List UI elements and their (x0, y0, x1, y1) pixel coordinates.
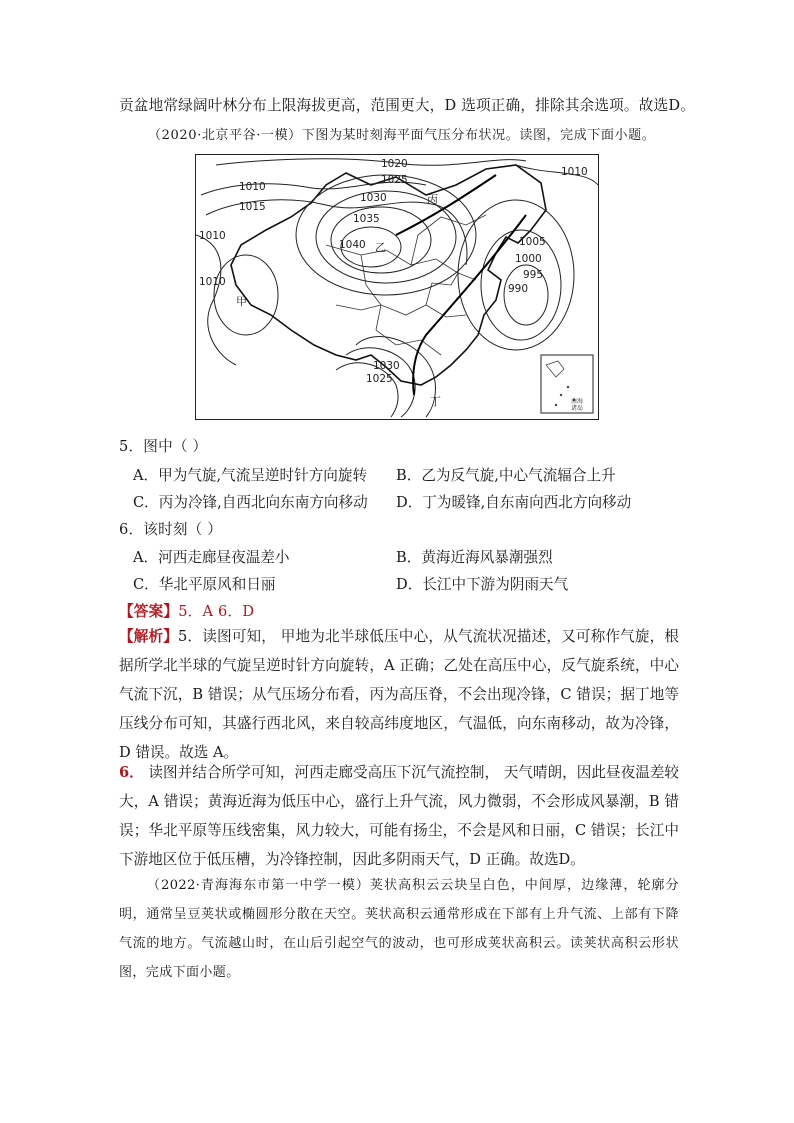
analysis-5-text: 5．读图可知， 甲地为北半球低压中心，从气流状况描述，又可称作气旋，根据所学北半球的气旋呈逆时针方向旋转，A 正确；乙处在高压中心，反气旋系统，中心气流下沉，B 错误；从气压场分布看，丙为高压脊，不会出现冷锋，C 错误；据丁地等压线分布可知，其盛行西北风，来自较高纬度地区，气温低，向东南移动，故为冷锋，D 错误。故选 A。 (119, 628, 679, 761)
isobar-label: 1015 (239, 201, 266, 213)
question-source-1: （2020·北京平谷·一模）下图为某时刻海平面气压分布状况。读图，完成下面小题。 (148, 128, 656, 143)
isobar-label: 1010 (239, 181, 266, 193)
isobar-label: 995 (523, 269, 544, 281)
place-label-jia: 甲 (236, 295, 247, 308)
isobar-label: 1010 (561, 166, 588, 178)
place-label-bing: 丙 (427, 193, 438, 206)
isobar-label: 1020 (381, 158, 408, 170)
previous-answer-tail: 贡盆地常绿阔叶林分布上限海拔更高，范围更大，D 选项正确，排除其余选项。故选D。 (119, 97, 696, 114)
question-5-stem: 5．图中（ ） (119, 438, 208, 455)
analysis-6-number: 6． (119, 764, 144, 781)
place-label-yi: 乙 (375, 241, 386, 254)
isobar-label: 1010 (199, 276, 226, 288)
question-5-option-c: C．丙为冷锋,自西北向东南方向移动 (133, 494, 368, 511)
analysis-label: 【解析】 (119, 628, 179, 645)
isobar-label: 1025 (366, 373, 393, 385)
analysis-paragraph-5 (119, 622, 679, 767)
answer-line (119, 600, 254, 621)
isobar-label: 990 (508, 283, 529, 295)
answer-label: 【答案】 (119, 603, 179, 620)
question-source-2: （2022·青海海东市第一中学一模）荚状高积云云块呈白色，中间厚，边缘薄，轮廓分明，通常呈豆荚状或椭圆形分散在天空。荚状高积云通常形成在下部有上升气流、上部有下降气流的地方。气流越山时，在山后引起空气的波动，也可形成荚状高积云。读荚状高积云形状图，完成下面小题。 (119, 878, 679, 980)
question-5-option-d: D．丁为暖锋,自东南向西北方向移动 (396, 494, 632, 511)
question-6-option-a: A．河西走廊昼夜温差小 (133, 549, 290, 566)
question-5-option-a: A．甲为气旋,气流呈逆时针方向旋转 (133, 467, 368, 484)
inset-label: 诸岛 (571, 405, 584, 412)
question-6-option-d: D．长江中下游为阴雨天气 (396, 576, 569, 593)
isobar-label: 1030 (360, 192, 387, 204)
isobar-label: 1010 (199, 230, 226, 242)
question-6-option-b: B．黄海近海风暴潮强烈 (396, 549, 553, 566)
isobar-label: 1040 (339, 239, 366, 251)
analysis-paragraph-6 (119, 758, 679, 874)
isobar-label: 1000 (515, 253, 542, 265)
isobar-label: 1030 (373, 360, 400, 372)
isobar-map (196, 155, 598, 419)
isobar-label: 1035 (353, 213, 380, 225)
inset-label: 南海 (571, 398, 584, 405)
place-label-ding: 丁 (430, 395, 441, 408)
question-6-option-c: C．华北平原风和日丽 (133, 576, 276, 593)
isobar-label: 1005 (519, 236, 546, 248)
question-5-option-b: B．乙为反气旋,中心气流辐合上升 (396, 467, 616, 484)
pressure-map-figure (195, 154, 599, 420)
analysis-6-text: 读图并结合所学可知，河西走廊受高压下沉气流控制， 天气晴朗，因此昼夜温差较大，A 错误；黄海近海为低压中心，盛行上升气流，风力微弱，不会形成风暴潮，B 错误；华北平原等压线密集，风力较大，可能有扬尘，不会是风和日丽，C 错误；长江中下游地区位于低压槽，为冷锋控制，因此多阴雨天气，D 正确。故选D。 (119, 764, 680, 868)
answer-value: 5．A 6．D (178, 603, 255, 620)
isobar-label: 1025 (381, 174, 408, 186)
question-6-stem: 6．该时刻（ ） (119, 521, 223, 538)
